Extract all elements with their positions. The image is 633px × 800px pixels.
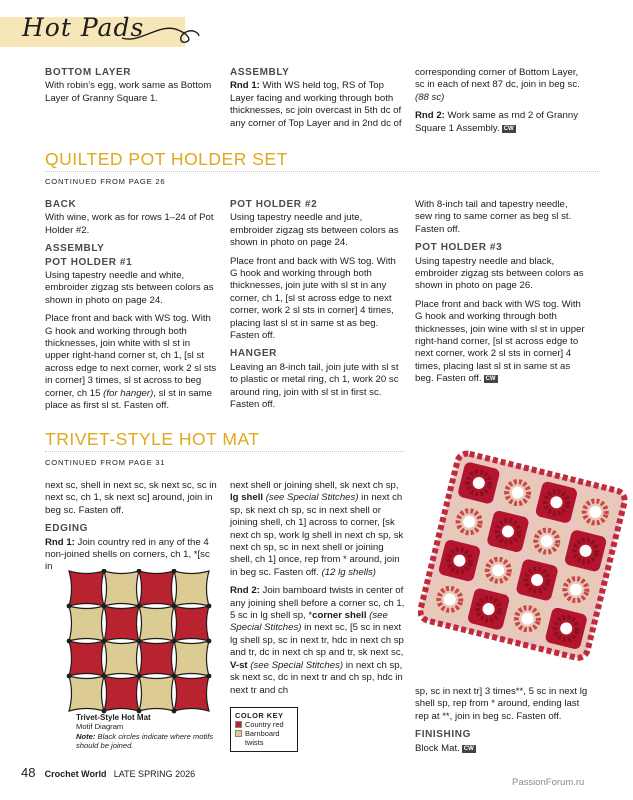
col2-see-special: (see Special Stitches) (263, 492, 359, 504)
heading-bottom-layer: BOTTOM LAYER (45, 67, 132, 78)
edging-rnd1-label: Rnd 1: (45, 536, 75, 548)
heading-back: BACK (45, 199, 77, 210)
top-col3-text: corresponding corner of Bottom Layer, sc in each of next 87 dc, join in beg sc. (415, 67, 580, 91)
top-col3-count: (88 sc) (415, 91, 445, 103)
magazine-name: Crochet World (44, 769, 107, 779)
motif-square (174, 641, 209, 676)
page-number: 48 (21, 765, 36, 780)
join-dot-icon (67, 639, 72, 644)
motif-square (104, 606, 139, 641)
motif-square (104, 676, 139, 711)
motif-square (69, 641, 104, 676)
red-swatch-icon (235, 721, 242, 728)
swirl-ornament-icon (120, 18, 200, 46)
join-dot-icon (102, 639, 107, 644)
top-rnd2-text: Work same as rnd 2 of Granny Square 1 Assembly. (415, 110, 578, 134)
rnd2-see-special-2: (see Special Stitches) (247, 659, 344, 671)
quilted-col3 (415, 199, 587, 392)
trivet-col1-text: next sc, shell in next sc, sk next sc, sc in next sc, ch 1, sk next sc] around, join in beg sc. Fasten off. (45, 480, 217, 516)
motif-square (104, 571, 139, 606)
assembly-rnd1-text: With WS held tog, RS of Top Layer facing and working through both thicknesses, sc join overcast in 5th dc of any corner of Top Layer and in 2nd dc of (230, 80, 402, 129)
col2-p1-b: in next ch sp, sk next ch sp, sc in next shell or joining shell, ch 1] across to corner, [sk next ch sp, work lg shell in next ch sp, sk next ch sp, sc in next shell or joining shell, ch 1] once, rep from * around, join in beg sc. Fasten off. (230, 492, 404, 578)
motif-square (139, 571, 174, 606)
join-dot-icon (207, 674, 212, 679)
heading-assembly-top: ASSEMBLY (230, 67, 290, 78)
join-dot-icon (137, 639, 142, 644)
issue-label: LATE SPRING 2026 (113, 769, 196, 779)
quilted-section-title: QUILTED POT HOLDER SET (45, 149, 288, 169)
trivet-section-title: TRIVET-STYLE HOT MAT (45, 429, 260, 449)
color-key-red: Country red (245, 720, 284, 729)
trivet-col3-text: sp, sc in next tr] 3 times**, 5 sc in next lg shell sp, rep from * around, ending last rep at **, join in beg sc. Fasten off. (415, 686, 588, 722)
join-dot-icon (172, 674, 177, 679)
ph1-p2b: , sl st in same place as first sl st. Fasten off. (45, 387, 212, 412)
color-key-title: COLOR KEY (235, 711, 284, 720)
quilted-col1 (45, 199, 217, 419)
col2-lg-shell: lg shell (230, 492, 264, 504)
rnd2-corner-shell: corner shell (312, 610, 367, 622)
heading-assembly: ASSEMBLY (45, 243, 105, 255)
bottom-layer-block (45, 67, 215, 111)
motif-square (174, 571, 209, 606)
heading-hanger: HANGER (230, 348, 277, 360)
rnd2-v-st: V-st (230, 659, 248, 671)
quilted-continued: CONTINUED FROM PAGE 26 (45, 177, 166, 186)
trivet-continued: CONTINUED FROM PAGE 31 (45, 458, 166, 467)
motif-square (139, 606, 174, 641)
heading-pot-holder-1: POT HOLDER #1 (45, 256, 133, 268)
ph1-p2-italic: (for hanger) (103, 387, 154, 399)
diagram-note-label: Note: (76, 731, 96, 741)
heading-pot-holder-2: POT HOLDER #2 (230, 199, 318, 210)
join-dot-icon (172, 604, 177, 609)
motif-square (69, 606, 104, 641)
ph2-p2: Place front and back with WS tog. With G hook and working through both thicknesses, join jute with sl st in any corner, ch 1, [sl st across edge to next corner, work 2 sl sts in corner] 4 times, placing last sl st in same st as beg. Fasten off. (230, 255, 396, 342)
join-dot-icon (137, 674, 142, 679)
back-text: With wine, work as for rows 1–24 of Pot Holder #2. (45, 212, 214, 236)
finishing-text: Block Mat. (415, 742, 460, 754)
rnd2-a: Join barnboard twists in center of any joining shell before a corner sc, ch 1, 5 sc in lg shell sp, * (230, 585, 405, 622)
col2-p1-a: next shell or joining shell, sk next ch sp, (230, 480, 399, 491)
page-footer (21, 765, 195, 780)
ph2-p1: Using tapestry needle and jute, embroider zigzag sts between colors as shown in photo on page 24. (230, 212, 399, 249)
rnd2-label: Rnd 2: (415, 110, 445, 122)
rnd2-c: in next ch sp, sk next sc, dc in next tr and ch sp, hdc in next tr and ch (230, 659, 403, 696)
motif-diagram (64, 569, 214, 714)
page-section-title: Hot Pads (22, 13, 145, 42)
join-dot-icon (102, 604, 107, 609)
join-dot-icon (207, 604, 212, 609)
col3-sew-text: With 8-inch tail and tapestry needle, sew ring to same corner as beg sl st. Fasten off. (415, 199, 572, 235)
diagram-subtitle: Motif Diagram (76, 722, 124, 732)
watermark: PassionForum.ru (512, 777, 585, 788)
ph3-p2: Place front and back with WS tog. With G hook and working through both thicknesses, join wine with sl st in upper right-hand corner, [sl st across edge to next corner, work 2 sl sts in corner] 4 times, placing last sl st in same st as beg. Fasten off. (415, 298, 585, 385)
heading-edging: EDGING (45, 523, 89, 535)
rnd1-label: Rnd 1: (230, 80, 260, 92)
join-dot-icon (207, 639, 212, 644)
col2-count: (12 lg shells) (321, 566, 376, 578)
hanger-text: Leaving an 8-inch tail, join jute with sl st to plastic or metal ring, ch 1, work 20 sc around ring, join with sl st in first sc. Fasten off. (230, 361, 399, 411)
assembly-block-top (230, 67, 402, 136)
end-mark-icon: CW (485, 376, 496, 383)
motif-square (139, 676, 174, 711)
color-key-tan-2: twists (245, 738, 264, 747)
quilted-col2 (230, 199, 402, 418)
top-col3 (415, 67, 587, 141)
divider (45, 171, 600, 172)
color-key-tan: Barnboard (245, 729, 280, 738)
ph3-p1: Using tapestry needle and black, embroider zigzag sts between colors as shown in photo on page 26. (415, 255, 584, 292)
end-mark-icon: CW (503, 125, 514, 132)
motif-square (139, 641, 174, 676)
bottom-layer-text: With robin’s egg, work same as Bottom Layer of Granny Square 1. (45, 80, 212, 104)
rnd2-see-special-1: (see Special Stitches) (230, 610, 388, 634)
trivet-col3 (415, 686, 590, 761)
join-dot-icon (137, 604, 142, 609)
color-key (230, 707, 298, 752)
trivet-col1 (45, 480, 217, 580)
diagram-note-text: Black circles indicate where motifs should be joined. (76, 731, 214, 751)
motif-square (174, 606, 209, 641)
join-dot-icon (67, 604, 72, 609)
trivet-rnd2-label: Rnd 2: (230, 585, 260, 597)
motif-square (174, 676, 209, 711)
trivet-photo (418, 446, 628, 678)
heading-finishing: FINISHING (415, 729, 471, 741)
rnd2-b: in next sc, [5 sc in next lg shell sp, sc in next tr, hdc in next ch sp and tr, dc in next ch sp and tr, sk next sc, (230, 622, 404, 659)
trivet-col2 (230, 480, 405, 703)
ph1-p1: Using tapestry needle and white, embroider zigzag sts between colors as shown in photo on page 24. (45, 270, 214, 306)
motif-square (69, 571, 104, 606)
divider (45, 451, 405, 452)
join-dot-icon (67, 674, 72, 679)
end-mark-icon: CW (463, 745, 474, 752)
motif-square (69, 676, 104, 711)
join-dot-icon (102, 674, 107, 679)
heading-pot-holder-3: POT HOLDER #3 (415, 242, 503, 254)
tan-swatch-icon (235, 730, 242, 737)
edging-rnd1-text: Join country red in any of the 4 non-joined shells on corners, ch 1, *[sc in (45, 536, 210, 573)
motif-square (104, 641, 139, 676)
diagram-title: Trivet-Style Hot Mat (76, 713, 151, 722)
ph1-p2a: Place front and back with WS tog. With G hook and working through both thicknesses, join white with sl st in upper right-hand corner st, ch 1, [sl st across edge to next corner, work 2 sl sts in corner] 3 times, sl st across to beg corner, ch 15 (45, 313, 217, 399)
join-dot-icon (172, 639, 177, 644)
diagram-caption (76, 713, 216, 751)
